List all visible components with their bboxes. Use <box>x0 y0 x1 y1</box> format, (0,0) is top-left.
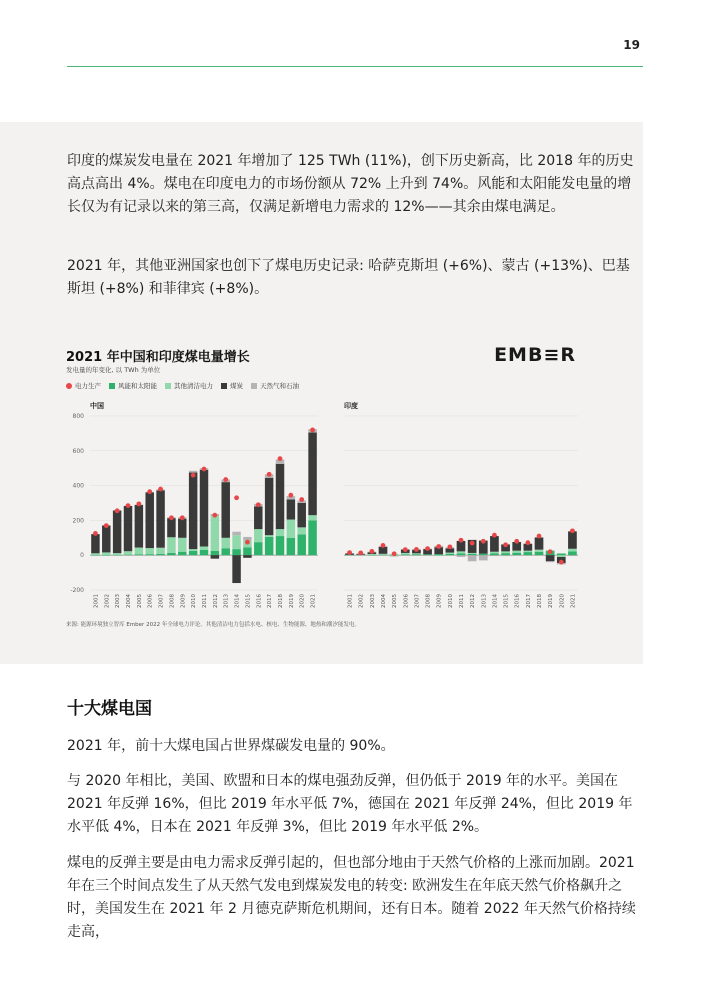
x-tick-label: 2020 <box>299 594 306 608</box>
bar-segment <box>211 555 219 558</box>
bar-segment <box>512 553 521 555</box>
bar-segment <box>91 534 99 553</box>
y-tick-label: -200 <box>70 587 84 594</box>
bar-segment <box>178 538 186 552</box>
bar-segment <box>124 551 132 554</box>
bar-segment <box>368 554 377 555</box>
production-point <box>202 467 207 472</box>
production-point <box>256 502 261 507</box>
x-tick-label: 2011 <box>459 594 465 608</box>
production-point <box>299 497 304 502</box>
bar-segment <box>535 555 544 556</box>
legend-item <box>251 381 299 390</box>
bar-segment <box>221 548 229 555</box>
bar-segment <box>490 553 499 555</box>
x-tick-label: 2005 <box>392 594 399 608</box>
bar-segment <box>512 555 521 556</box>
bar-segment <box>568 555 577 556</box>
x-tick-label: 2021 <box>310 594 317 608</box>
x-tick-label: 2002 <box>358 594 365 608</box>
bar-segment <box>490 536 499 552</box>
x-tick-label: 2003 <box>369 594 376 608</box>
x-tick-label: 2019 <box>288 594 295 608</box>
bar-segment <box>479 555 488 560</box>
production-point <box>267 472 272 477</box>
x-tick-label: 2004 <box>381 594 387 608</box>
x-tick-label: 2007 <box>414 594 421 608</box>
legend-label: 其他清洁电力 <box>174 382 213 390</box>
bar-segment <box>557 555 566 557</box>
bar-segment <box>265 535 273 537</box>
production-point <box>310 428 315 433</box>
x-tick-label: 2006 <box>147 594 154 608</box>
x-tick-label: 2005 <box>136 594 143 608</box>
bar-segment <box>211 516 219 551</box>
bar-segment <box>232 532 240 535</box>
x-tick-label: 2013 <box>223 594 230 608</box>
production-point <box>212 513 217 518</box>
bar-segment <box>568 531 577 548</box>
legend-label: 天然气和石油 <box>260 382 299 390</box>
bar-segment <box>91 555 99 556</box>
bar-segment <box>423 554 432 555</box>
bar-segment <box>501 551 510 553</box>
production-point <box>104 523 109 528</box>
x-tick-label: 2016 <box>514 594 521 608</box>
y-tick-label: 600 <box>72 447 84 455</box>
legend-swatch <box>66 383 72 389</box>
bar-segment <box>178 519 186 538</box>
bar-segment <box>457 553 466 555</box>
production-point <box>234 495 239 500</box>
x-tick-label: 2019 <box>548 594 555 608</box>
bar-segment <box>113 510 121 553</box>
ember-logo: EMB≡R <box>494 344 576 366</box>
bar-segment <box>535 537 544 549</box>
bar-segment <box>297 534 305 555</box>
bar-segment <box>189 471 197 473</box>
bar-segment <box>568 551 577 555</box>
bar-segment <box>434 555 443 556</box>
bar-segment <box>276 536 284 555</box>
production-point <box>470 541 475 546</box>
x-tick-label: 2015 <box>503 594 510 608</box>
bar-segment <box>232 535 240 549</box>
production-point <box>459 538 464 543</box>
bar-segment <box>232 555 240 583</box>
bar-segment <box>135 548 143 555</box>
bar-segment <box>568 549 577 552</box>
x-tick-label: 2012 <box>212 594 219 608</box>
production-point <box>548 549 553 554</box>
production-point <box>223 477 228 482</box>
bar-segment <box>512 551 521 553</box>
x-tick-label: 2020 <box>559 594 566 608</box>
bar-segment <box>254 506 262 529</box>
bar-segment <box>135 555 143 556</box>
bar-segment <box>468 555 477 561</box>
bar-segment <box>546 561 555 562</box>
bar-segment <box>501 555 510 556</box>
bar-segment <box>113 555 121 556</box>
bar-segment <box>468 554 477 555</box>
bar-segment <box>479 554 488 556</box>
bar-segment <box>243 555 251 558</box>
production-point <box>115 508 120 513</box>
bar-segment <box>156 554 164 555</box>
bar-segment <box>297 503 305 527</box>
x-tick-label: 2014 <box>234 594 241 608</box>
x-tick-label: 2002 <box>104 594 111 608</box>
legend-item <box>66 381 101 390</box>
bar-segment <box>124 555 132 556</box>
bar-segment <box>124 506 132 551</box>
legend-swatch <box>165 383 171 389</box>
bar-segment <box>135 505 143 548</box>
production-point <box>180 515 185 520</box>
production-point <box>570 528 575 533</box>
bar-segment <box>524 551 533 552</box>
bar-segment <box>221 482 229 538</box>
bar-segment <box>401 554 410 555</box>
production-point <box>503 542 508 547</box>
x-tick-label: 2018 <box>537 594 543 608</box>
chart-plot-area <box>66 396 586 618</box>
bar-segment <box>546 555 555 561</box>
production-point <box>481 539 486 544</box>
x-tick-label: 2009 <box>180 594 187 608</box>
x-tick-label: 2017 <box>267 594 274 608</box>
bar-segment <box>276 529 284 536</box>
intro-paragraph-1: 印度的煤炭发电量在 2021 年增加了 125 TWh (11%)，创下历史新高，比 2018 年的历史高点高出 4%。煤电在印度电力的市场份额从 72% 上升到 74%。风能和太阳能发电量的增长仅为有记录以来的第三高，仅满足新增电力需求的 12%——其余由煤电满足。 <box>67 153 634 215</box>
bar-segment <box>254 529 262 542</box>
bar-segment <box>113 553 121 555</box>
production-point <box>136 501 141 506</box>
bar-segment <box>145 492 153 548</box>
production-point <box>492 533 497 538</box>
section-paragraph-1: 2021 年，前十大煤电国占世界煤碳发电量的 90%。 <box>67 738 395 754</box>
bar-segment <box>297 527 305 534</box>
bar-segment <box>221 538 229 548</box>
bar-segment <box>434 554 443 555</box>
bar-segment <box>557 553 566 555</box>
chart-subtitle: 发电量的年变化, 以 TWh 为单位 <box>66 366 161 374</box>
x-tick-label: 2018 <box>278 594 284 608</box>
legend-label: 煤炭 <box>230 382 243 390</box>
x-tick-label: 2013 <box>481 594 488 608</box>
production-point <box>559 560 564 565</box>
bar-segment <box>102 555 110 556</box>
bar-segment <box>276 464 284 529</box>
bar-segment <box>379 554 388 555</box>
bar-segment <box>524 552 533 555</box>
section-paragraph-2: 与 2020 年相比，美国、欧盟和日本的煤电强劲反弹，但仍低于 2019 年的水平。美国在 2021 年反弹 16%，但比 2019 年水平低 7%，德国在 2021 年反弹 24%，但比 2019 年水平低 4%，日本在 2021 年反弹 3%，但比 2019 年水平低 2%。 <box>67 773 633 835</box>
bar-segment <box>308 433 316 516</box>
legend-item <box>109 381 157 390</box>
bar-segment <box>232 549 240 555</box>
y-tick-label: 0 <box>80 552 84 560</box>
legend-label: 风能和太阳能 <box>118 382 157 390</box>
bar-segment <box>200 547 208 550</box>
production-point <box>191 473 196 478</box>
bar-segment <box>490 552 499 554</box>
x-tick-label: 2017 <box>525 594 532 608</box>
production-point <box>403 547 408 552</box>
legend-swatch <box>221 383 227 389</box>
y-tick-label: 800 <box>72 413 84 420</box>
x-tick-label: 2011 <box>202 594 208 608</box>
panel-title: 中国 <box>90 402 104 410</box>
production-point <box>369 549 374 554</box>
header-divider <box>67 66 643 67</box>
legend-item <box>165 381 213 390</box>
bar-segment <box>368 555 377 556</box>
bar-segment <box>167 553 175 555</box>
production-point <box>414 547 419 552</box>
bar-segment <box>308 515 316 520</box>
production-point <box>425 546 430 551</box>
production-point <box>288 493 293 498</box>
bar-segment <box>401 555 410 556</box>
bar-segment <box>243 547 251 555</box>
y-tick-label: 400 <box>72 482 84 490</box>
production-point <box>447 544 452 549</box>
production-point <box>278 456 283 461</box>
bar-segment <box>446 553 455 554</box>
bar-segment <box>457 555 466 557</box>
production-point <box>147 489 152 494</box>
bar-segment <box>145 554 153 555</box>
production-point <box>537 534 542 539</box>
x-tick-label: 2008 <box>169 594 176 608</box>
panel-title: 印度 <box>344 402 358 410</box>
bar-segment <box>468 553 477 554</box>
bar-segment <box>501 553 510 555</box>
chart-source-note: 来源: 能源环境独立智库 Ember 2022 年全球电力评论。其他清洁电力包括水电、核电、生物能源、地热和潮汐能发电。 <box>66 622 360 628</box>
production-point <box>525 540 530 545</box>
production-point <box>381 543 386 548</box>
bar-segment <box>200 470 208 547</box>
x-tick-label: 2015 <box>245 594 252 608</box>
bar-segment <box>535 550 544 552</box>
bar-segment <box>189 549 197 551</box>
intro-paragraph-2: 2021 年，其他亚洲国家也创下了煤电历史记录: 哈萨克斯坦 (+6%)、蒙古 (+13%)、巴基斯坦 (+8%) 和菲律宾 (+8%)。 <box>67 258 630 297</box>
production-point <box>392 551 397 556</box>
bar-segment <box>535 552 544 555</box>
bar-segment <box>145 548 153 554</box>
page-number: 19 <box>623 38 640 52</box>
section-paragraph-3: 煤电的反弹主要是由电力需求反弹引起的，但也部分地由于天然气价格的上涨而加剧。2021 年在三个时间点发生了从天然气发电到煤炭发电的转变: 欧洲发生在年底天然气价格飙升之时，美国发生在 2021 年 2 月德克萨斯危机期间，还有日本。随着 2022 年天然气价格持续走高， <box>67 855 636 940</box>
bar-segment <box>379 547 388 554</box>
bar-segment <box>287 538 295 555</box>
x-tick-label: 2001 <box>347 594 354 608</box>
x-tick-label: 2012 <box>470 594 477 608</box>
bar-segment <box>287 520 295 538</box>
production-point <box>347 550 352 555</box>
x-tick-label: 2008 <box>425 594 432 608</box>
y-tick-label: 200 <box>72 517 84 525</box>
bar-segment <box>265 537 273 555</box>
bar-segment <box>167 537 175 553</box>
chart-legend <box>66 381 299 390</box>
bar-segment <box>156 548 164 554</box>
bar-segment <box>457 551 466 553</box>
bar-segment <box>200 550 208 555</box>
chart-title: 2021 年中国和印度煤电量增长 <box>66 350 250 365</box>
x-tick-label: 2009 <box>436 594 443 608</box>
bar-segment <box>412 553 421 554</box>
section-heading: 十大煤电国 <box>67 699 152 719</box>
bar-segment <box>265 478 273 535</box>
x-tick-label: 2010 <box>447 594 454 608</box>
x-tick-label: 2014 <box>492 594 499 608</box>
production-point <box>514 539 519 544</box>
x-tick-label: 2021 <box>570 594 577 608</box>
x-tick-label: 2004 <box>126 594 132 608</box>
bar-segment <box>189 551 197 555</box>
x-tick-label: 2006 <box>403 594 410 608</box>
legend-item <box>221 381 243 390</box>
legend-label: 电力生产 <box>75 382 101 390</box>
bar-segment <box>412 554 421 555</box>
bar-segment <box>156 490 164 547</box>
production-point <box>158 487 163 492</box>
production-point <box>169 515 174 520</box>
x-tick-label: 2010 <box>191 594 198 608</box>
bar-segment <box>401 553 410 554</box>
bar-segment <box>102 552 110 555</box>
coal-growth-chart <box>66 340 586 636</box>
x-tick-label: 2001 <box>93 594 100 608</box>
bar-segment <box>379 555 388 556</box>
bar-segment <box>178 552 186 555</box>
bar-segment <box>167 518 175 537</box>
x-tick-label: 2007 <box>158 594 165 608</box>
bar-segment <box>287 500 295 520</box>
production-point <box>245 540 250 545</box>
production-point <box>126 503 131 508</box>
x-tick-label: 2003 <box>115 594 122 608</box>
bar-segment <box>446 554 455 555</box>
production-point <box>436 544 441 549</box>
bar-segment <box>211 551 219 555</box>
bar-segment <box>91 553 99 555</box>
bar-segment <box>189 473 197 550</box>
bar-segment <box>490 555 499 556</box>
x-tick-label: 2016 <box>256 594 263 608</box>
production-point <box>93 531 98 536</box>
bar-segment <box>308 520 316 555</box>
legend-swatch <box>109 383 115 389</box>
bar-segment <box>102 525 110 552</box>
legend-swatch <box>251 383 257 389</box>
bar-segment <box>254 542 262 555</box>
production-point <box>358 551 363 556</box>
